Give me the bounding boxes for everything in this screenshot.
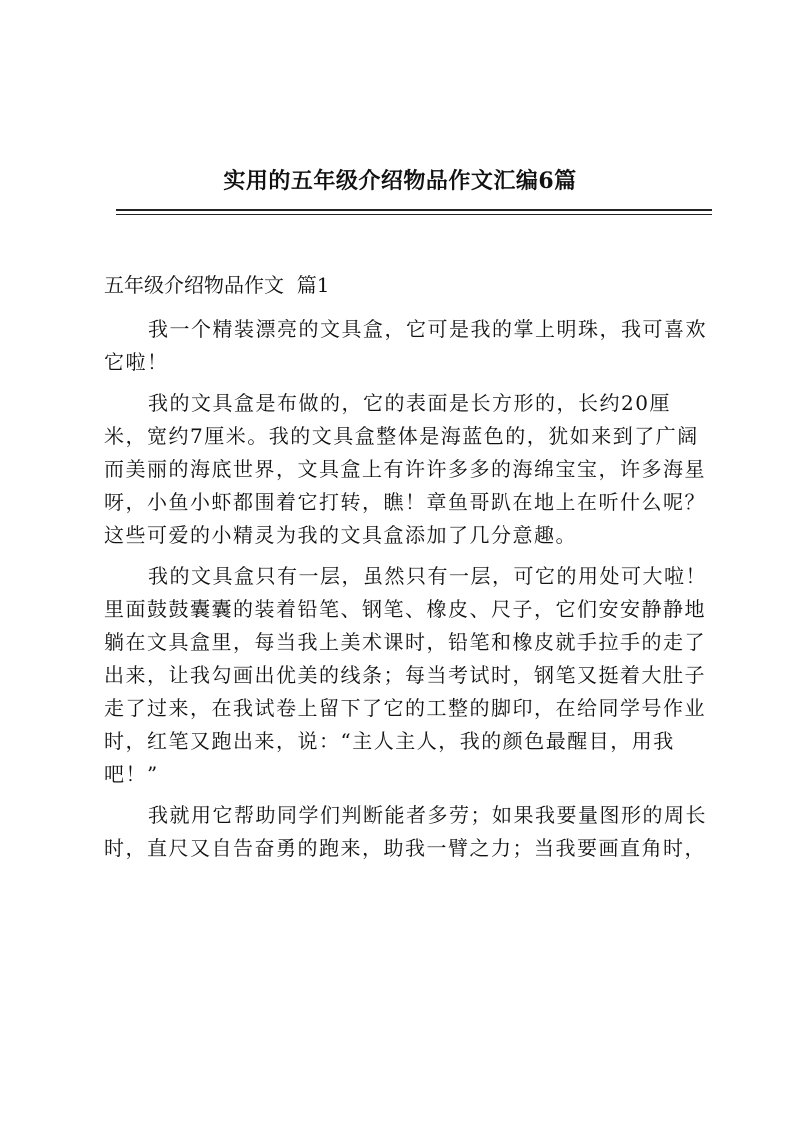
text-line: 我的文具盒是布做的，它的表面是长方形的，长约20厘 (148, 391, 671, 415)
text-line: 走了过来，在我试卷上留下了它的工整的脚印，在给同学号作业 (104, 696, 706, 720)
text-line: 躺在文具盒里，每当我上美术课时，铅笔和橡皮就手拉手的走了 (104, 630, 706, 654)
text-line: 它啦！ (104, 350, 169, 374)
paragraph (104, 799, 714, 865)
paragraph (104, 560, 714, 791)
text-line: 米，宽约7厘米。我的文具盒整体是海蓝色的，犹如来到了广阔 (104, 424, 699, 448)
document-title: 实用的五年级介绍物品作文汇编6篇 (223, 168, 577, 194)
text-line: 我一个精装漂亮的文具盒，它可是我的掌上明珠，我可喜欢 (148, 317, 707, 341)
body-text (104, 313, 714, 873)
title-divider-thick (116, 209, 712, 211)
text-line: 而美丽的海底世界，文具盒上有许许多多的海绵宝宝，许多海星 (104, 457, 706, 481)
text-line: 时，红笔又跑出来，说：“主人主人，我的颜色最醒目，用我 (104, 729, 675, 753)
text-line: 里面鼓鼓囊囊的装着铅笔、钢笔、橡皮、尺子，它们安安静静地 (104, 597, 706, 621)
paragraph (104, 313, 714, 379)
text-line: 吧！” (104, 762, 159, 786)
text-line: 我就用它帮助同学们判断能者多劳；如果我要量图形的周长 (148, 803, 707, 827)
text-line: 时，直尺又自告奋勇的跑来，助我一臂之力；当我要画直角时， (104, 836, 706, 860)
text-line: 这些可爱的小精灵为我的文具盒添加了几分意趣。 (104, 523, 577, 547)
text-line: 出来，让我勾画出优美的线条；每当考试时，钢笔又挺着大肚子 (104, 663, 706, 687)
text-line: 我的文具盒只有一层，虽然只有一层，可它的用处可大啦！ (148, 564, 707, 588)
paragraph (104, 387, 714, 552)
title-divider-thin (116, 214, 712, 215)
text-line: 呀，小鱼小虾都围着它打转，瞧！章鱼哥趴在地上在听什么呢？ (104, 490, 706, 514)
section-heading: 五年级介绍物品作文 篇1 (104, 273, 330, 297)
